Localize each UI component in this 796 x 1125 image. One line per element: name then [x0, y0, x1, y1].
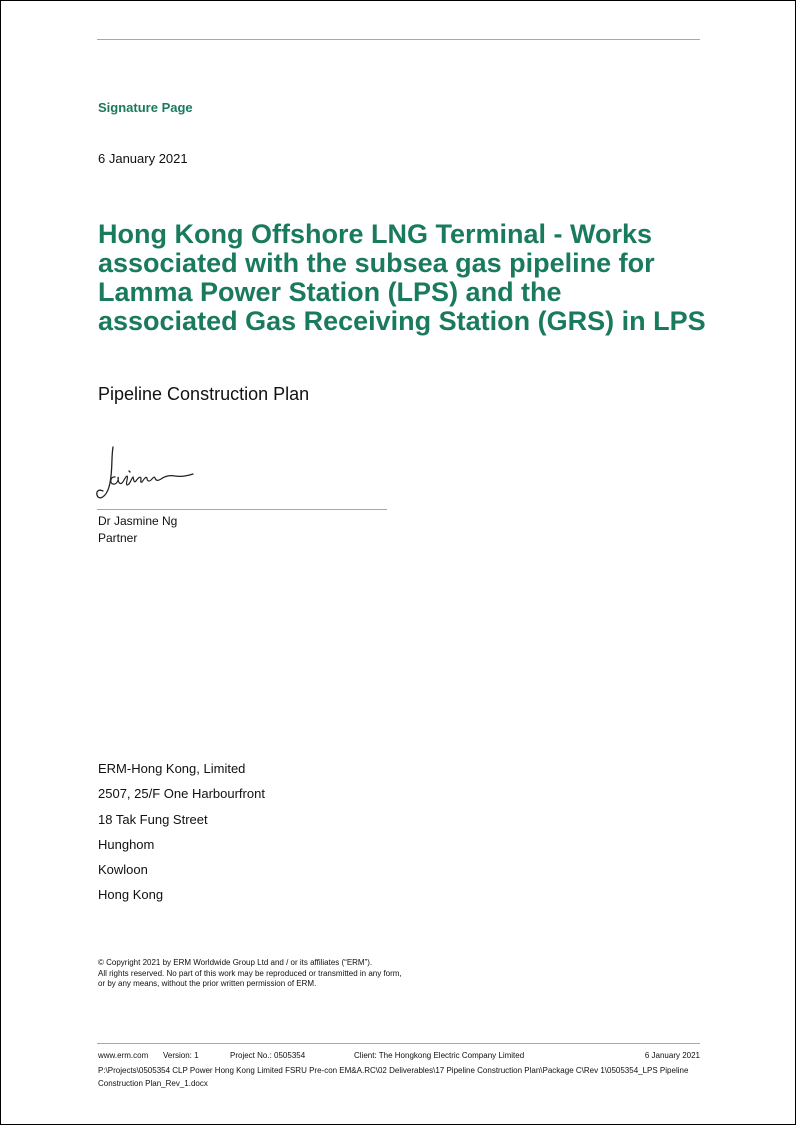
footer-divider [97, 1043, 700, 1044]
signature-line [97, 509, 387, 510]
address-company: ERM-Hong Kong, Limited [98, 761, 246, 776]
footer-info [98, 1051, 700, 1062]
address-line: 18 Tak Fung Street [98, 811, 208, 827]
address-line: 2507, 25/F One Harbourfront [98, 786, 265, 802]
footer-version: Version: 1 [163, 1051, 199, 1060]
document-title: Hong Kong Offshore LNG Terminal - Works associated with the subsea gas pipeline for Lamma Power Station (LPS) and the associated Gas Receiving Station (GRS) in LPS [98, 219, 706, 336]
footer-client: Client: The Hongkong Electric Company Limited [354, 1051, 525, 1060]
footer-date: 6 January 2021 [644, 1051, 700, 1060]
footer-file-path: P:\Projects\0505354 CLP Power Hong Kong Limited FSRU Pre-con EM&A.RC\02 Deliverables\17 Pipeline Construction Plan\Package C\Rev 1\0505354_LPS Pipeline Construction Plan_Rev_1.docx [98, 1066, 689, 1088]
footer-project: Project No.: 0505354 [230, 1051, 306, 1060]
top-divider [97, 39, 700, 40]
company-address [98, 761, 265, 913]
copyright-line: All rights reserved. No part of this work may be reproduced or transmitted in any form, [98, 968, 402, 978]
footer-website: www.erm.com [98, 1051, 149, 1060]
address-line: Hong Kong [98, 887, 164, 903]
section-label: Signature Page [98, 100, 193, 115]
copyright-line: or by any means, without the prior written permission of ERM. [98, 979, 317, 988]
copyright-notice [98, 958, 402, 990]
signer-name: Dr Jasmine Ng [98, 514, 178, 528]
handwritten-signature [91, 443, 201, 507]
document-date: 6 January 2021 [98, 151, 188, 166]
address-line: Hunghom [98, 836, 155, 852]
signer-role: Partner [98, 531, 138, 545]
address-line: Kowloon [98, 862, 148, 878]
copyright-line: © Copyright 2021 by ERM Worldwide Group Ltd and / or its affiliates (“ERM”). [98, 958, 373, 967]
document-subtitle: Pipeline Construction Plan [98, 384, 310, 404]
